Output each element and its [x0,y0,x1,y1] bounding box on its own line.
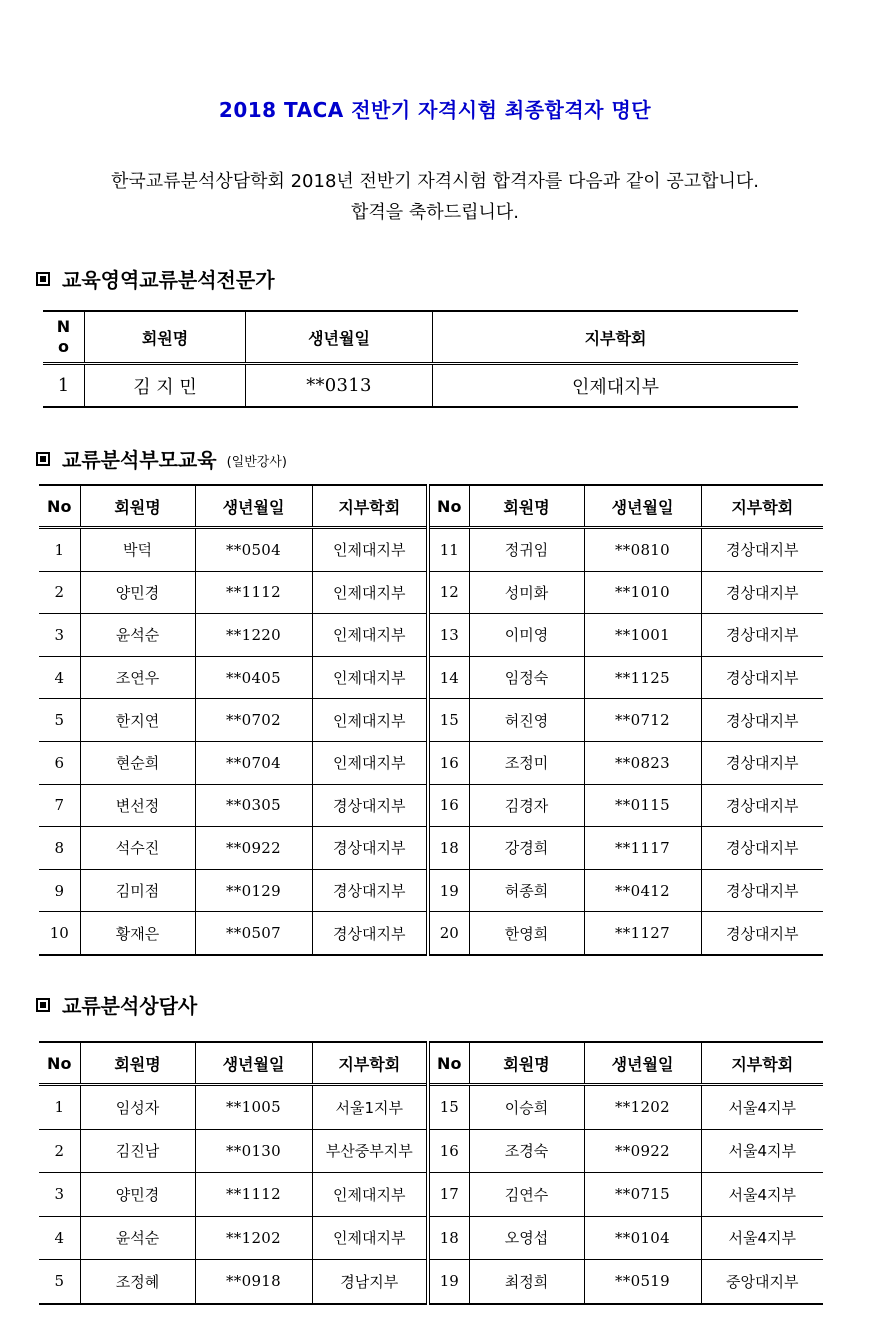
cell-name: 박덕 [80,528,195,572]
cell-no: 10 [39,912,80,955]
cell-branch: 경상대지부 [701,741,823,784]
cell-no: 13 [428,614,469,657]
header-name: 회원명 [80,485,195,528]
cell-name: 정귀임 [469,528,584,572]
cell-branch: 인제대지부 [312,571,428,614]
header-branch: 지부학회 [312,1042,428,1085]
cell-branch: 인제대지부 [312,1173,428,1217]
square-bullet-icon [36,998,50,1012]
cell-branch: 경상대지부 [701,869,823,912]
cell-name: 김미점 [80,869,195,912]
header-birth: 생년월일 [246,311,433,364]
cell-birth: **0104 [584,1216,701,1260]
cell-no: 2 [39,571,80,614]
table-row [39,528,823,572]
header-name: 회원명 [469,485,584,528]
cell-no: 18 [428,1216,469,1260]
cell-branch: 인제대지부 [312,1216,428,1260]
cell-name: 조연우 [80,656,195,699]
cell-name: 한지연 [80,699,195,742]
cell-birth: **0823 [584,741,701,784]
cell-no: 11 [428,528,469,572]
cell-name: 김진남 [80,1129,195,1173]
cell-birth: **1005 [195,1085,312,1130]
cell-no: 19 [428,1260,469,1304]
table-row [39,1216,823,1260]
cell-no: 5 [39,1260,80,1304]
cell-no: 20 [428,912,469,955]
table-body [39,1085,823,1304]
cell-branch: 경상대지부 [701,656,823,699]
table-row [39,1260,823,1304]
header-birth: 생년월일 [584,485,701,528]
cell-name: 강경희 [469,827,584,870]
cell-branch: 인제대지부 [312,528,428,572]
cell-name: 조정미 [469,741,584,784]
cell-branch: 경상대지부 [701,528,823,572]
table-row [39,614,823,657]
cell-name: 윤석순 [80,1216,195,1260]
cell-birth: **0519 [584,1260,701,1304]
cell-branch: 중앙대지부 [701,1260,823,1304]
header-birth: 생년월일 [584,1042,701,1085]
expert-table [43,310,798,408]
cell-no: 18 [428,827,469,870]
cell-no: 3 [39,1173,80,1217]
cell-branch: 경상대지부 [312,869,428,912]
cell-birth: **0712 [584,699,701,742]
intro-line-2: 합격을 축하드립니다. [351,202,519,223]
section-heading-expert [36,264,275,293]
cell-branch: 서울4지부 [701,1085,823,1130]
square-bullet-icon [36,272,50,286]
cell-branch: 경상대지부 [312,912,428,955]
cell-name: 이미영 [469,614,584,657]
table-row [39,571,823,614]
section-heading-counselor [36,990,197,1019]
cell-birth: **0922 [195,827,312,870]
cell-no: 4 [39,656,80,699]
table-row [39,656,823,699]
table-row [39,827,823,870]
cell-branch: 부산중부지부 [312,1129,428,1173]
cell-no: 15 [428,1085,469,1130]
table-row [39,784,823,827]
cell-birth: **0313 [246,364,433,408]
cell-branch: 인제대지부 [312,656,428,699]
cell-branch: 경상대지부 [701,784,823,827]
cell-no: 9 [39,869,80,912]
cell-birth: **1202 [195,1216,312,1260]
cell-name: 현순희 [80,741,195,784]
table-row [39,699,823,742]
header-birth: 생년월일 [195,1042,312,1085]
cell-name: 양민경 [80,1173,195,1217]
cell-birth: **1220 [195,614,312,657]
cell-branch: 경상대지부 [701,827,823,870]
cell-no: 12 [428,571,469,614]
cell-no: 5 [39,699,80,742]
header-birth: 생년월일 [195,485,312,528]
header-branch: 지부학회 [701,1042,823,1085]
cell-birth: **1001 [584,614,701,657]
header-no: N o [43,311,85,364]
cell-name: 양민경 [80,571,195,614]
cell-no: 14 [428,656,469,699]
cell-branch: 인제대지부 [312,741,428,784]
cell-birth: **1117 [584,827,701,870]
cell-no: 8 [39,827,80,870]
table-row [39,1173,823,1217]
cell-birth: **0405 [195,656,312,699]
cell-branch: 경상대지부 [701,699,823,742]
cell-name: 이승희 [469,1085,584,1130]
cell-branch: 경상대지부 [701,912,823,955]
cell-birth: **1112 [195,571,312,614]
cell-branch: 경상대지부 [312,784,428,827]
header-no: No [428,485,469,528]
cell-no: 1 [39,1085,80,1130]
cell-birth: **0305 [195,784,312,827]
cell-no: 19 [428,869,469,912]
cell-no: 1 [57,375,70,396]
cell-name: 조경숙 [469,1129,584,1173]
cell-no: 15 [428,699,469,742]
counselor-table [39,1041,823,1305]
table-row [39,741,823,784]
intro-line-1: 한국교류분석상담학회 2018년 전반기 자격시험 합격자를 다음과 같이 공고합니다. [111,171,759,192]
cell-name: 변선정 [80,784,195,827]
cell-birth: **0715 [584,1173,701,1217]
header-branch: 지부학회 [433,311,799,364]
section-subtitle: (일반강사) [226,455,287,470]
cell-name: 김 지 민 [85,364,246,408]
cell-no: 1 [39,528,80,572]
cell-birth: **0129 [195,869,312,912]
cell-birth: **0810 [584,528,701,572]
header-name: 회원명 [85,311,246,364]
cell-branch: 인제대지부 [312,614,428,657]
cell-name: 윤석순 [80,614,195,657]
section-title: 교류분석상담사 [62,994,198,1018]
cell-name: 김연수 [469,1173,584,1217]
cell-branch: 서울4지부 [701,1129,823,1173]
cell-branch: 경남지부 [312,1260,428,1304]
header-name: 회원명 [469,1042,584,1085]
table-row [39,1085,823,1130]
cell-no: 2 [39,1129,80,1173]
header-branch: 지부학회 [701,485,823,528]
cell-name: 조정혜 [80,1260,195,1304]
cell-name: 성미화 [469,571,584,614]
cell-name: 임정숙 [469,656,584,699]
cell-name: 한영희 [469,912,584,955]
cell-branch: 서울1지부 [312,1085,428,1130]
cell-birth: **0922 [584,1129,701,1173]
table-row [39,912,823,955]
cell-branch: 서울4지부 [701,1173,823,1217]
table-row [39,869,823,912]
intro-text [0,166,870,228]
cell-branch: 경상대지부 [701,614,823,657]
cell-birth: **0412 [584,869,701,912]
cell-no: 16 [428,1129,469,1173]
cell-name: 석수진 [80,827,195,870]
header-no: No [39,485,80,528]
cell-birth: **1010 [584,571,701,614]
cell-no: 16 [428,784,469,827]
cell-name: 허진영 [469,699,584,742]
header-no: No [39,1042,80,1085]
cell-name: 황재은 [80,912,195,955]
cell-branch: 인제대지부 [312,699,428,742]
header-name: 회원명 [80,1042,195,1085]
section-title: 교육영역교류분석전문가 [62,268,275,292]
cell-birth: **1112 [195,1173,312,1217]
table-body [39,528,823,955]
cell-no: 7 [39,784,80,827]
cell-birth: **0130 [195,1129,312,1173]
cell-birth: **1125 [584,656,701,699]
cell-birth: **0504 [195,528,312,572]
header-branch: 지부학회 [312,485,428,528]
cell-name: 오영섭 [469,1216,584,1260]
cell-name: 김경자 [469,784,584,827]
cell-branch: 경상대지부 [312,827,428,870]
cell-no: 17 [428,1173,469,1217]
cell-birth: **0507 [195,912,312,955]
cell-no: 4 [39,1216,80,1260]
section-heading-parent-education [36,444,287,473]
page-title: 2018 TACA 전반기 자격시험 최종합격자 명단 [218,98,652,122]
cell-no: 16 [428,741,469,784]
header-no: No [428,1042,469,1085]
cell-birth: **0702 [195,699,312,742]
cell-name: 최정희 [469,1260,584,1304]
square-bullet-icon [36,452,50,466]
cell-branch: 서울4지부 [701,1216,823,1260]
cell-birth: **0115 [584,784,701,827]
section-title: 교류분석부모교육 [62,448,217,472]
cell-birth: **0918 [195,1260,312,1304]
parent-education-table [39,484,823,956]
cell-birth: **0704 [195,741,312,784]
table-row [39,1129,823,1173]
cell-birth: **1127 [584,912,701,955]
cell-no: 3 [39,614,80,657]
cell-branch: 경상대지부 [701,571,823,614]
cell-birth: **1202 [584,1085,701,1130]
cell-branch: 인제대지부 [433,364,799,408]
cell-no: 6 [39,741,80,784]
cell-name: 임성자 [80,1085,195,1130]
cell-name: 허종희 [469,869,584,912]
table-row [43,364,798,408]
